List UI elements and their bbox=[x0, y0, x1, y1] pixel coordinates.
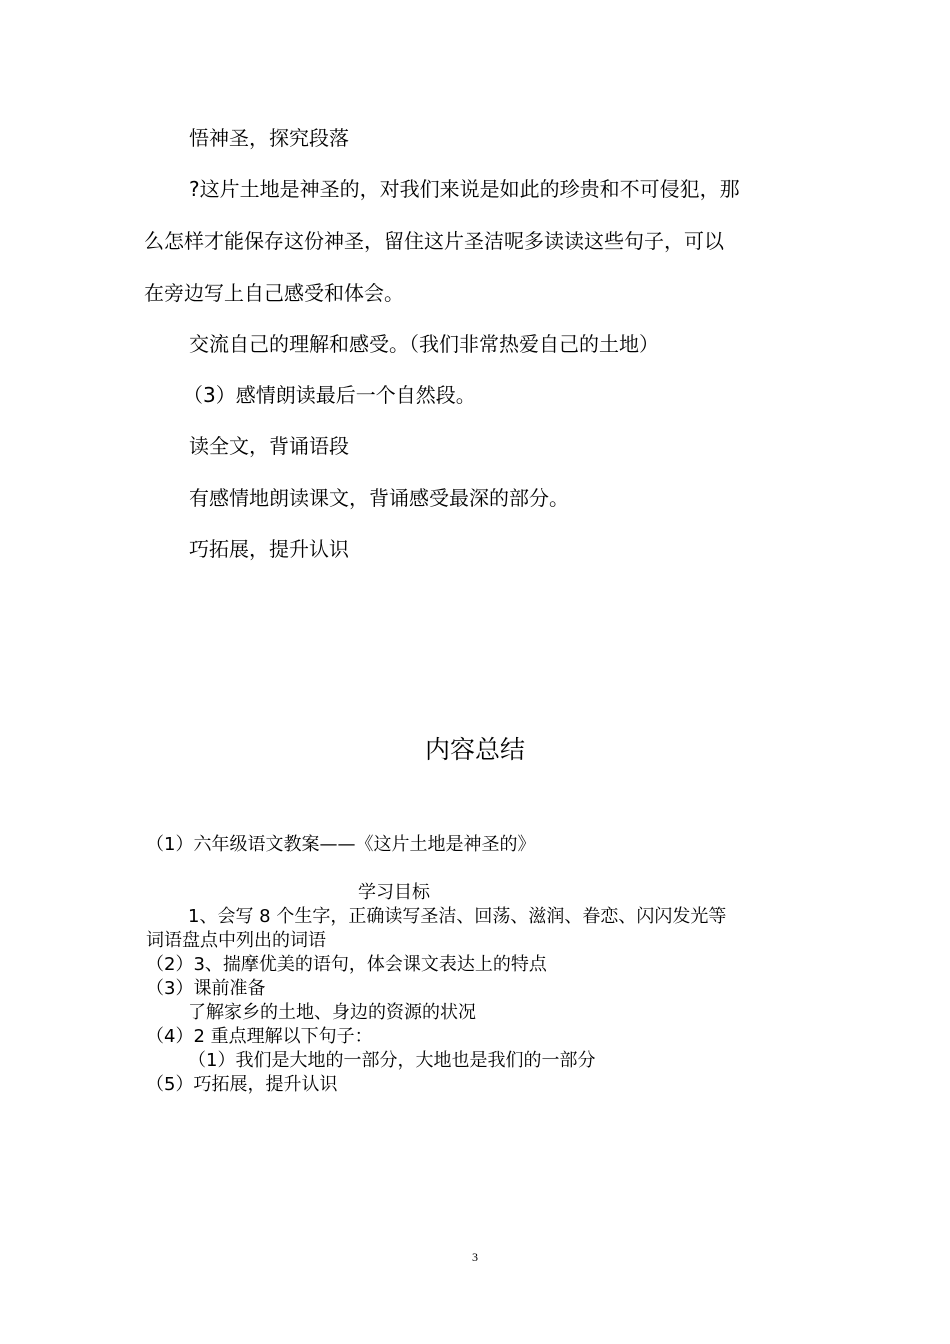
paragraph-heading-recite: 读全文，背诵语段 bbox=[189, 434, 349, 458]
paragraph-line: 有感情地朗读课文，背诵感受最深的部分。 bbox=[189, 486, 569, 510]
summary-heading: 内容总结 bbox=[424, 735, 525, 764]
summary-item: （5）巧拓展，提升认识 bbox=[146, 1074, 338, 1095]
paragraph-line: 在旁边写上自己感受和体会。 bbox=[144, 281, 404, 305]
summary-item: （1）我们是大地的一部分，大地也是我们的一部分 bbox=[188, 1050, 596, 1071]
summary-item: （2）3、揣摩优美的语句，体会课文表达上的特点 bbox=[146, 954, 547, 975]
paragraph-line: ?这片土地是神圣的，对我们来说是如此的珍贵和不可侵犯，那 bbox=[189, 177, 740, 201]
summary-subheading: 学习目标 bbox=[358, 882, 430, 903]
paragraph-heading-explore: 悟神圣，探究段落 bbox=[189, 126, 349, 150]
summary-item: （1）六年级语文教案——《这片土地是神圣的》 bbox=[146, 834, 536, 855]
paragraph-line: 么怎样才能保存这份神圣，留住这片圣洁呢多读读这些句子，可以 bbox=[144, 229, 724, 253]
summary-item: 词语盘点中列出的词语 bbox=[146, 930, 326, 951]
summary-item: 1、会写 8 个生字，正确读写圣洁、回荡、滋润、眷恋、闪闪发光等 bbox=[188, 906, 727, 927]
paragraph-line: 交流自己的理解和感受。（我们非常热爱自己的土地） bbox=[189, 332, 659, 356]
page-number: 3 bbox=[472, 1250, 478, 1264]
summary-item: 了解家乡的土地、身边的资源的状况 bbox=[188, 1002, 476, 1023]
summary-item: （3）课前准备 bbox=[146, 978, 266, 999]
paragraph-line: （3）感情朗读最后一个自然段。 bbox=[183, 383, 476, 407]
paragraph-heading-extend: 巧拓展，提升认识 bbox=[189, 537, 349, 561]
summary-item: （4）2 重点理解以下句子： bbox=[146, 1026, 373, 1047]
